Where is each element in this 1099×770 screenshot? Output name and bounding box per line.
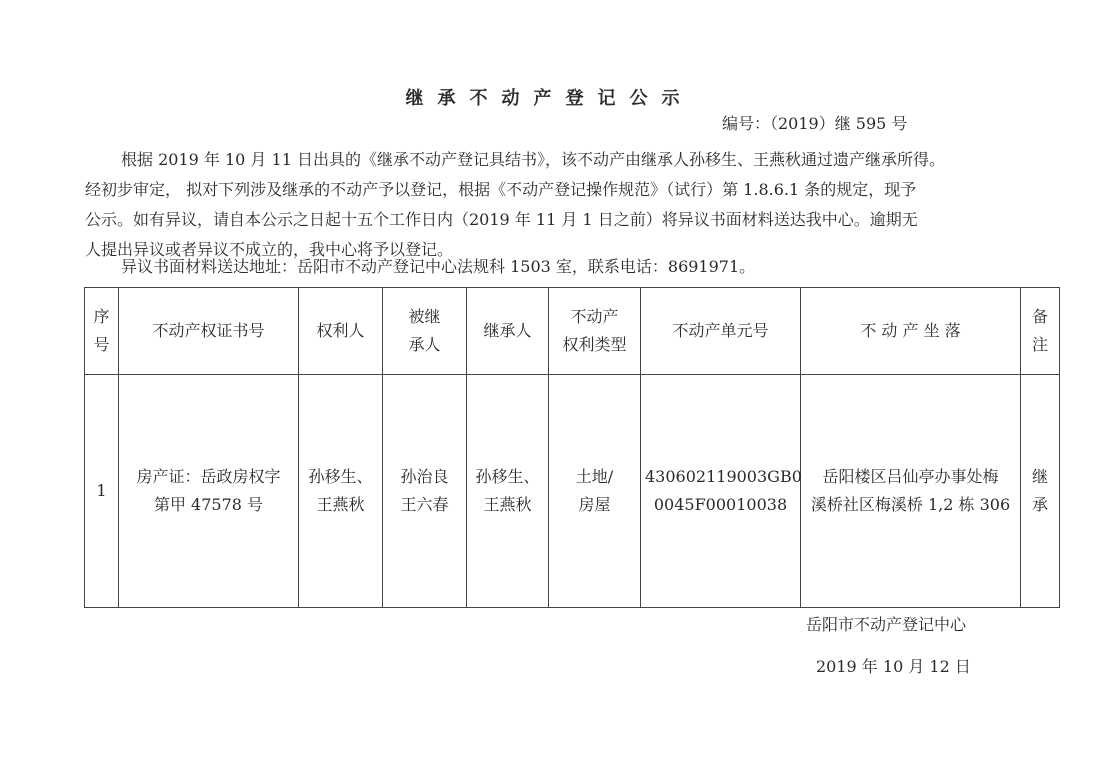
cell-seq: 1 xyxy=(85,375,119,608)
document-number: 编号：（2019）继 595 号 xyxy=(722,114,908,133)
table-row xyxy=(85,375,1060,608)
body-line: 公示。如有异议，请自本公示之日起十五个工作日内（2019 年 11 月 1 日之前）将异议书面材料送达我中心。逾期无 xyxy=(85,210,918,229)
header-unit-no: 不动产单元号 xyxy=(641,288,801,375)
cell-remarks: 继 承 xyxy=(1021,375,1060,608)
header-right-type: 不动产 权利类型 xyxy=(549,288,641,375)
issuing-organization: 岳阳市不动产登记中心 xyxy=(806,615,967,634)
header-decedent: 被继 承人 xyxy=(383,288,467,375)
body-line: 根据 2019 年 10 月 11 日出具的《继承不动产登记具结书》，该不动产由继承人孙移生、王燕秋通过遗产继承所得。 xyxy=(121,150,945,169)
notice-body xyxy=(85,145,1070,265)
body-line: 经初步审定， 拟对下列涉及继承的不动产予以登记，根据《不动产登记操作规范》（试行）第 1.8.6.1 条的规定，现予 xyxy=(85,180,917,199)
cell-right-holder: 孙移生、 王燕秋 xyxy=(299,375,383,608)
cell-certificate-no: 房产证：岳政房权字 第甲 47578 号 xyxy=(119,375,299,608)
cell-decedent: 孙治良 王六春 xyxy=(383,375,467,608)
header-certificate-no: 不动产权证书号 xyxy=(119,288,299,375)
table-header-row xyxy=(85,288,1060,375)
header-seq: 序 号 xyxy=(85,288,119,375)
cell-right-type: 土地/ 房屋 xyxy=(549,375,641,608)
cell-heir: 孙移生、 王燕秋 xyxy=(467,375,549,608)
page-title: 继承不动产登记公示 xyxy=(405,88,694,109)
cell-unit-no: 430602119003GB0 0045F00010038 xyxy=(641,375,801,608)
header-location: 不 动 产 坐 落 xyxy=(801,288,1021,375)
body-line: 人提出异议或者异议不成立的，我中心将予以登记。 xyxy=(85,240,454,259)
property-table xyxy=(84,287,1060,608)
header-remarks: 备 注 xyxy=(1021,288,1060,375)
cell-location: 岳阳楼区吕仙亭办事处梅 溪桥社区梅溪桥 1,2 栋 306 xyxy=(801,375,1021,608)
objection-address: 异议书面材料送达地址：岳阳市不动产登记中心法规科 1503 室，联系电话：8691971。 xyxy=(121,257,756,276)
issue-date: 2019 年 10 月 12 日 xyxy=(816,657,971,676)
header-heir: 继承人 xyxy=(467,288,549,375)
header-right-holder: 权利人 xyxy=(299,288,383,375)
